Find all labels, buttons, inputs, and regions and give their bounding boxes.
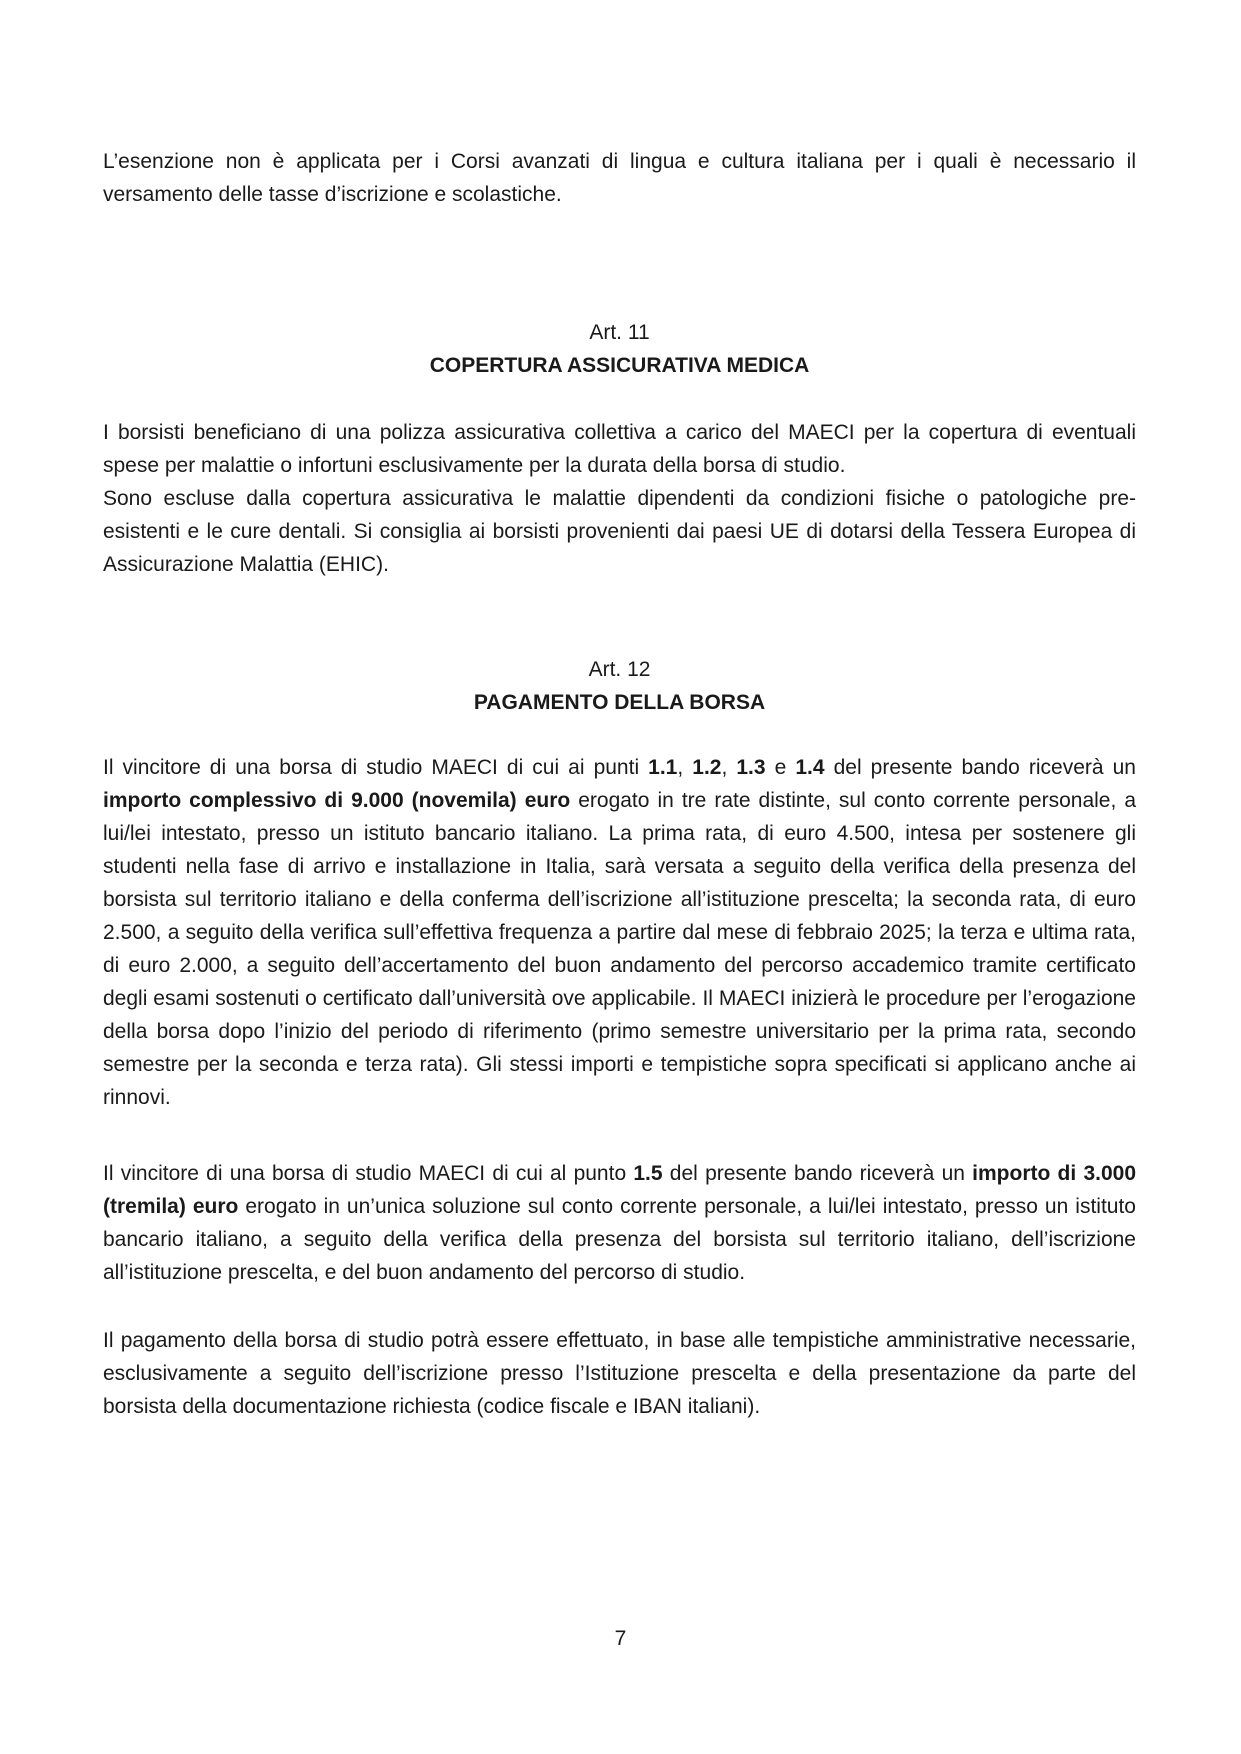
article-12-title: PAGAMENTO DELLA BORSA	[473, 691, 766, 714]
article-12-paragraph-rates: Il vincitore di una borsa di studio MAECI di cui ai punti 1.1, 1.2, 1.3 e 1.4 del presente bando riceverà un importo complessivo di 9.000 (novemila) euro erogato in tre rate distinte, sul conto corrente personale, a lui/lei intestato, presso un istituto bancario italiano. La prima rata, di euro 4.500, intesa per sostenere gli studenti nella fase di arrivo e installazione in Italia, sarà versata a seguito della verifica della presenza del borsista sul territorio italiano e della conferma dell’iscrizione all’istituzione prescelta; la seconda rata, di euro 2.500, a seguito della verifica sull’effettiva frequenza a partire dal mese di febbraio 2025; la terza e ultima rata, di euro 2.000, a seguito dell’accertamento del buon andamento del percorso accademico tramite certificato degli esami sostenuti o certificato dall’università ove applicabile. Il MAECI inizierà le procedure per l’erogazione della borsa dopo l’inizio del periodo di riferimento (primo semestre universitario per la prima rata, secondo semestre per la seconda e terza rata). Gli stessi importi e tempistiche sopra specificati si applicano anche ai rinnovi.	[103, 756, 1136, 1109]
article-12-paragraph-payment-conditions: Il pagamento della borsa di studio potrà essere effettuato, in base alle tempistiche amministrative necessarie, esclusivamente a seguito dell’iscrizione presso l’Istituzione prescelta e della presentazione da parte del borsista della documentazione richiesta (codice fiscale e IBAN italiani).	[103, 1329, 1136, 1418]
page-number: 7	[614, 1627, 627, 1650]
article-11-body	[103, 416, 1136, 581]
article-11-paragraph-exclusions: Sono escluse dalla copertura assicurativa le malattie dipendenti da condizioni fisiche o patologiche pre-esistenti e le cure dentali. Si consiglia ai borsisti provenienti dai paesi UE di dotarsi della Tessera Europea di Assicurazione Malattia (EHIC).	[103, 487, 1136, 576]
article-11-heading	[103, 316, 1136, 382]
article-11-paragraph-insurance: I borsisti beneficiano di una polizza assicurativa collettiva a carico del MAECI per la copertura di eventuali spese per malattie o infortuni esclusivamente per la durata della borsa di studio.	[103, 421, 1136, 477]
article-11-title: COPERTURA ASSICURATIVA MEDICA	[429, 354, 810, 377]
article-12-label: Art. 12	[588, 658, 651, 681]
intro-paragraph: L’esenzione non è applicata per i Corsi avanzati di lingua e cultura italiana per i quali è necessario il versamento delle tasse d’iscrizione e scolastiche.	[103, 150, 1136, 206]
article-12-paragraph-single-payment: Il vincitore di una borsa di studio MAECI di cui al punto 1.5 del presente bando riceverà un importo di 3.000 (tremila) euro erogato in un’unica soluzione sul conto corrente personale, a lui/lei intestato, presso un istituto bancario italiano, a seguito della verifica della presenza del borsista sul territorio italiano, dell’iscrizione all’istituzione prescelta, e del buon andamento del percorso di studio.	[103, 1162, 1137, 1284]
article-12-heading	[103, 653, 1136, 719]
article-11-label: Art. 11	[589, 321, 650, 344]
